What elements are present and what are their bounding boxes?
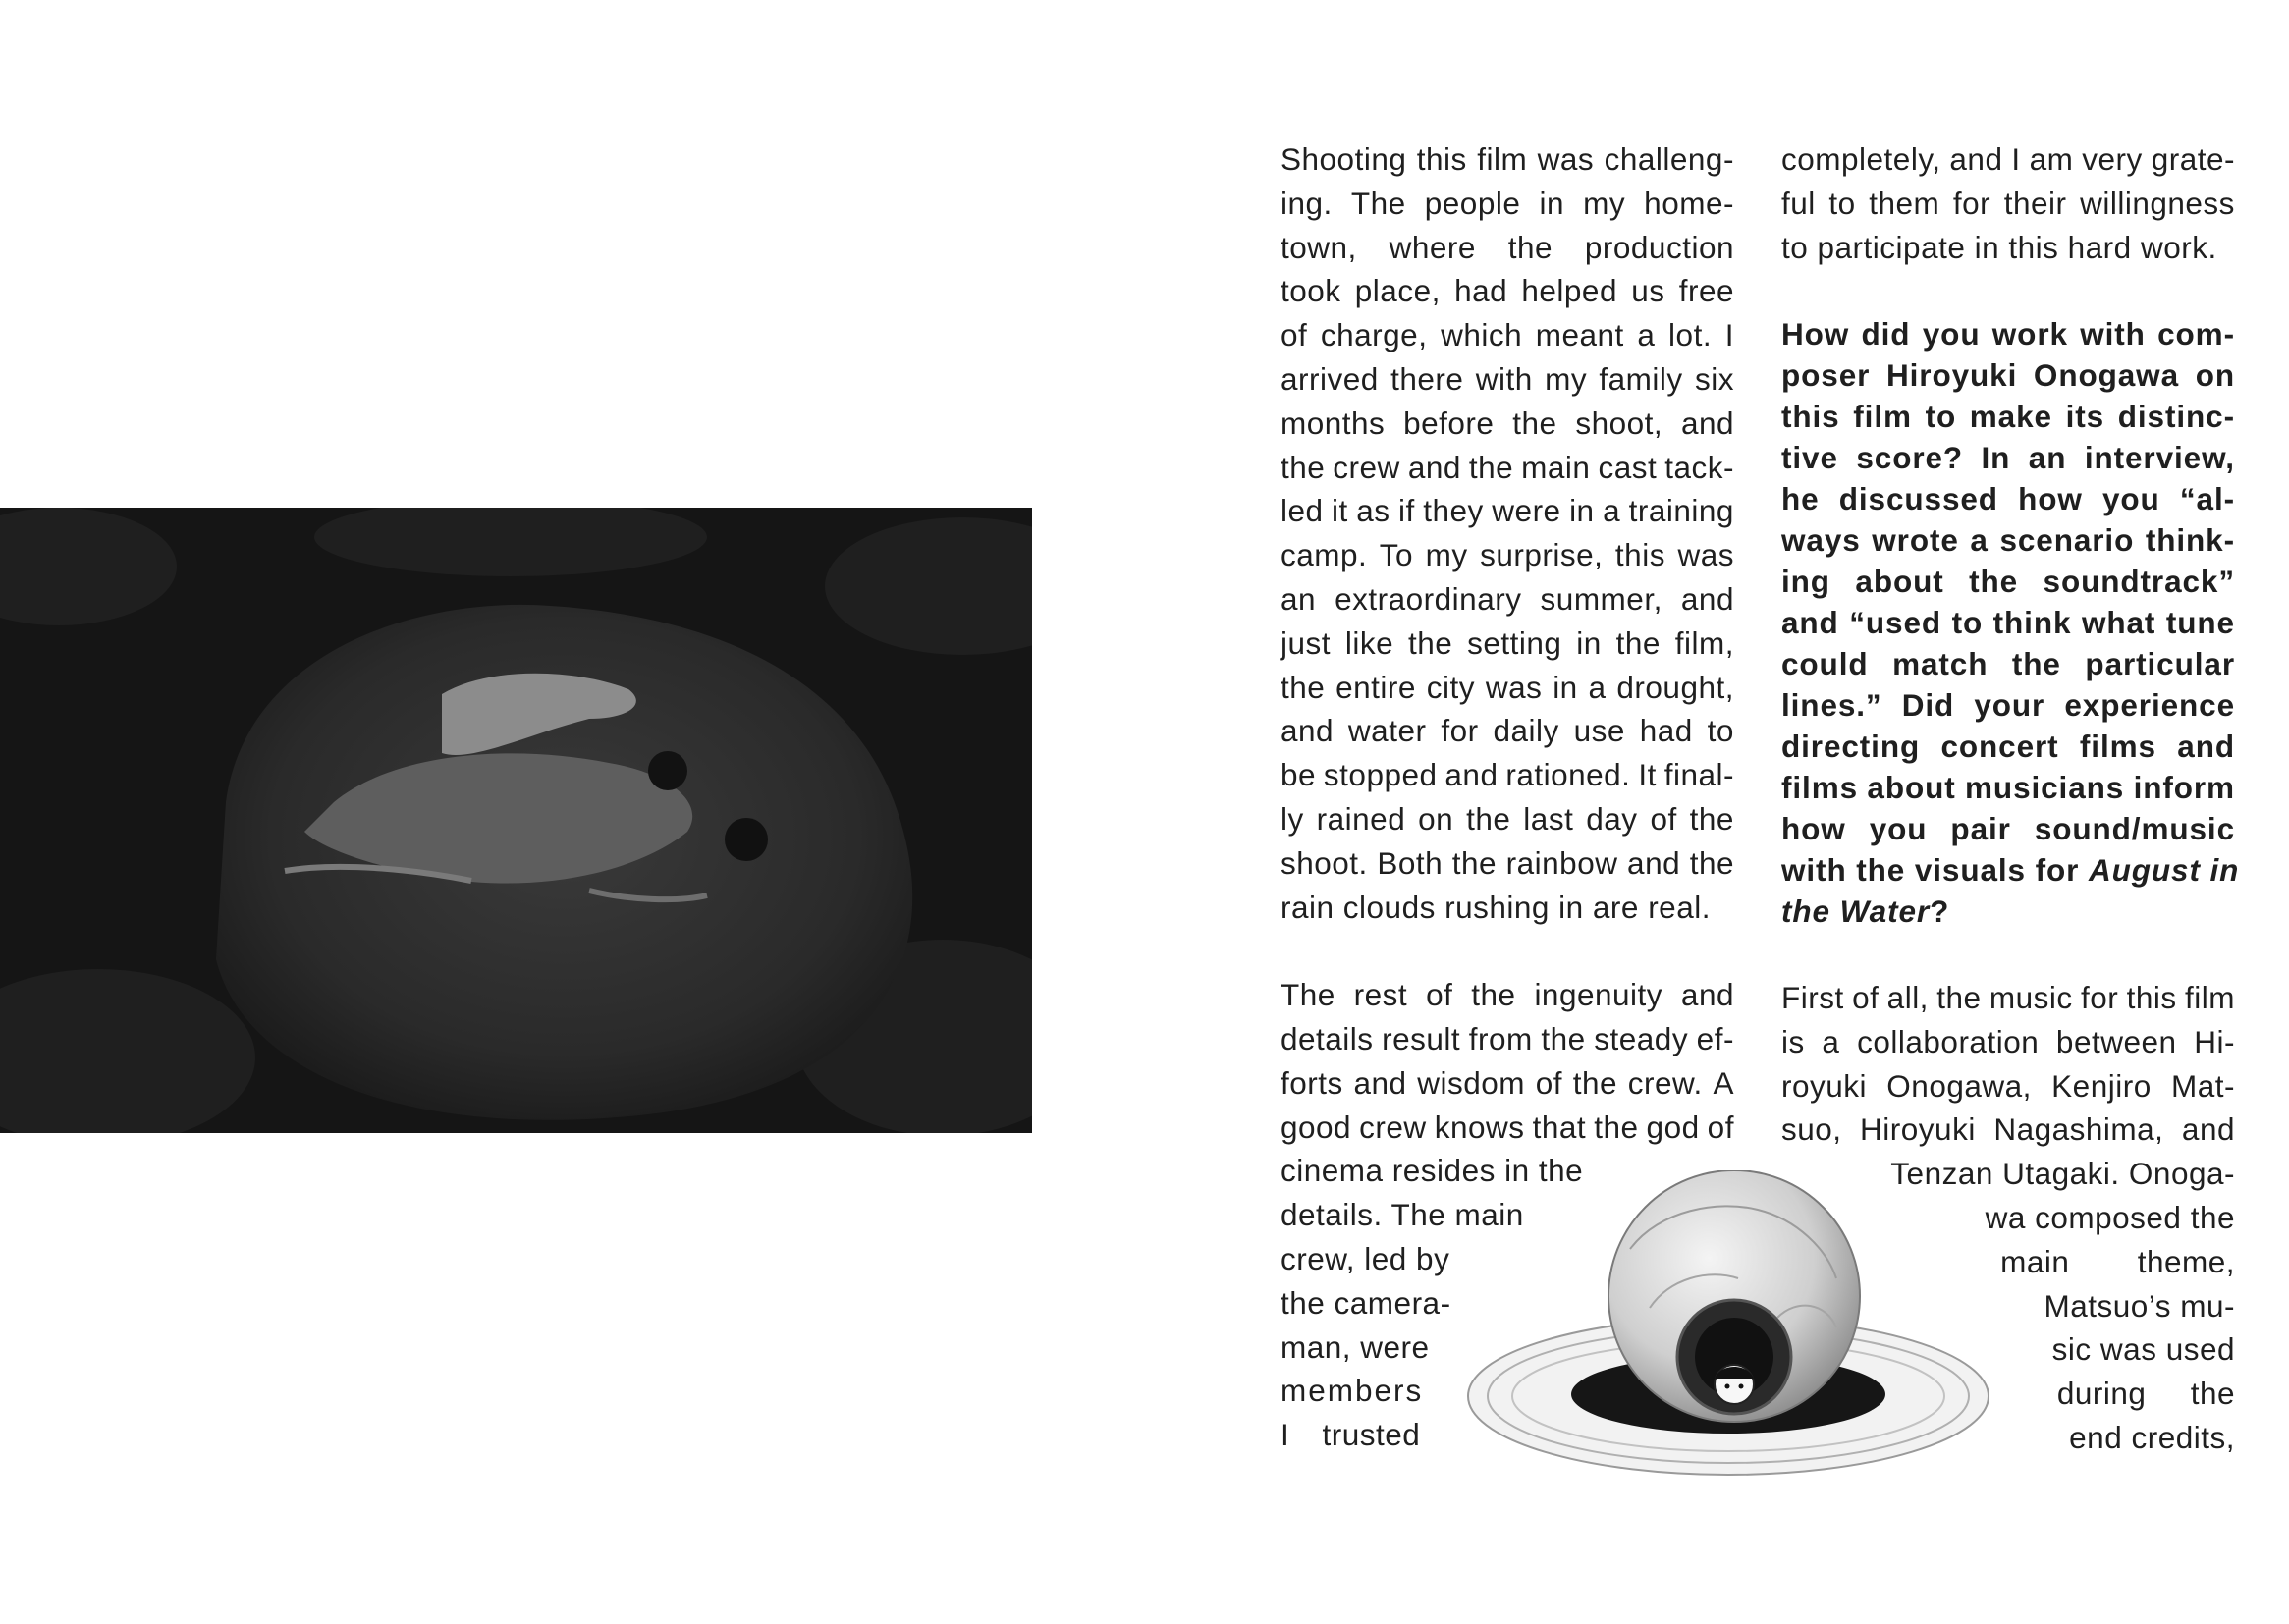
- text-line: ing. The people in my home-: [1281, 185, 1734, 221]
- text-line: of charge, which meant a lot. I: [1281, 317, 1734, 353]
- text-line: and water for daily use had to: [1281, 713, 1734, 749]
- question-line: ways wrote a scenario think-: [1781, 522, 2235, 559]
- text-line: led it as if they were in a training: [1281, 493, 1734, 529]
- text-line: man, were: [1281, 1328, 1430, 1365]
- text-line: shoot. Both the rainbow and the: [1281, 844, 1734, 881]
- text-line: completely, and I am very grate-: [1781, 141, 2235, 177]
- text-line: forts and wisdom of the crew. A: [1281, 1064, 1734, 1101]
- text-line: town, where the production: [1281, 229, 1734, 265]
- question-tail-text: with the visuals for: [1781, 852, 2089, 889]
- text-line: Tenzan Utagaki. Onoga-: [1890, 1156, 2235, 1192]
- question-line: films about musicians inform: [1781, 770, 2235, 806]
- paragraph-shooting: [1281, 137, 1734, 929]
- question-mark: ?: [1930, 893, 1950, 930]
- text-line: cinema resides in the: [1281, 1153, 1584, 1189]
- question-line: ing about the soundtrack”: [1781, 564, 2235, 600]
- question-line: [1781, 891, 2235, 932]
- text-line: the camera-: [1281, 1284, 1451, 1321]
- text-line: The rest of the ingenuity and: [1281, 977, 1734, 1013]
- text-line: Shooting this film was challeng-: [1281, 141, 1734, 177]
- text-line: members: [1281, 1373, 1424, 1409]
- text-line: main theme,: [2000, 1243, 2235, 1279]
- text-line: the entire city was in a drought,: [1281, 669, 1734, 705]
- text-line: ly rained on the last day of the: [1281, 800, 1734, 837]
- question-line: tive score? In an interview,: [1781, 440, 2235, 476]
- text-line: suo, Hiroyuki Nagashima, and: [1781, 1111, 2235, 1148]
- film-still-image: [0, 508, 1032, 1133]
- text-line: camp. To my surprise, this was: [1281, 537, 1734, 573]
- text-line: arrived there with my family six: [1281, 360, 1734, 397]
- text-line: crew, led by: [1281, 1240, 1450, 1276]
- interview-question: [1781, 313, 2240, 932]
- question-line: poser Hiroyuki Onogawa on: [1781, 357, 2235, 394]
- sphere-illustration: [1463, 1170, 1989, 1494]
- question-line: and “used to think what tune: [1781, 605, 2235, 641]
- text-line: just like the setting in the film,: [1281, 624, 1734, 661]
- paragraph-gratitude: [1781, 137, 2235, 269]
- film-still-photo: [0, 508, 1032, 1133]
- text-line: Matsuo’s mu-: [2044, 1287, 2235, 1324]
- question-line: directing concert films and: [1781, 729, 2235, 765]
- text-line: sic was used: [2051, 1331, 2235, 1368]
- text-line: end credits,: [2069, 1419, 2235, 1455]
- text-line: First of all, the music for this film: [1781, 979, 2235, 1015]
- text-line: months before the shoot, and: [1281, 405, 1734, 441]
- question-line: lines.” Did your experience: [1781, 687, 2235, 724]
- text-line: is a collaboration between Hi-: [1781, 1023, 2235, 1059]
- text-line: took place, had helped us free: [1281, 273, 1734, 309]
- question-line: this film to make its distinc-: [1781, 399, 2235, 435]
- question-line: how you pair sound/music: [1781, 811, 2235, 847]
- text-line: details result from the steady ef-: [1281, 1020, 1734, 1056]
- question-line: could match the particular: [1781, 646, 2235, 682]
- question-line: [1781, 849, 2240, 891]
- film-title: August in: [2088, 852, 2240, 889]
- text-line: good crew knows that the god of: [1281, 1109, 1734, 1145]
- text-line: royuki Onogawa, Kenjiro Mat-: [1781, 1067, 2235, 1104]
- text-line: during the: [2056, 1376, 2235, 1412]
- sphere-drawing: [1463, 1170, 1989, 1494]
- text-line: wa composed the: [1985, 1199, 2235, 1235]
- text-line: be stopped and rationed. It final-: [1281, 757, 1734, 793]
- text-line: I trusted: [1281, 1417, 1421, 1453]
- text-line: details. The main: [1281, 1197, 1524, 1233]
- text-line: rain clouds rushing in are real.: [1281, 889, 1711, 925]
- question-line: How did you work with com-: [1781, 316, 2235, 352]
- question-line: he discussed how you “al-: [1781, 481, 2235, 517]
- text-line: an extraordinary summer, and: [1281, 580, 1734, 617]
- text-line: ful to them for their willingness: [1781, 185, 2235, 221]
- text-line: to participate in this hard work.: [1781, 229, 2217, 265]
- text-line: the crew and the main cast tack-: [1281, 449, 1734, 485]
- film-title: the Water: [1781, 893, 1931, 930]
